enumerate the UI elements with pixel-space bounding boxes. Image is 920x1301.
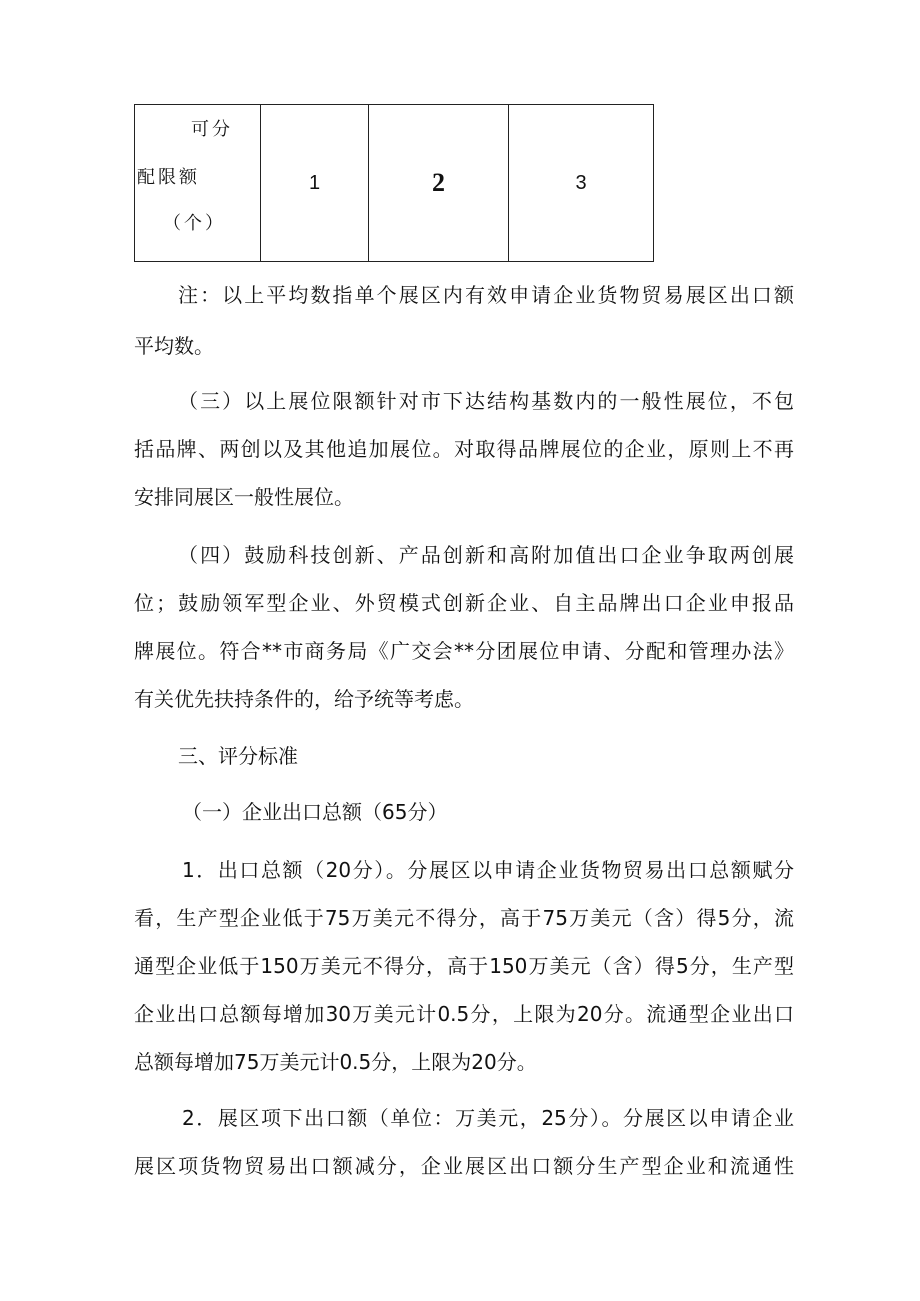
text-line: 总额每增加75万美元计0.5分，上限为20分。 <box>134 1050 537 1074</box>
table-cell <box>369 105 509 262</box>
text-line: 注：以上平均数指单个展区内有效申请企业货物贸易展区出口额 <box>178 283 794 307</box>
table-row <box>135 105 654 262</box>
header-line: 配限额 <box>137 167 200 188</box>
section-heading: 三、评分标准 <box>178 744 298 768</box>
quota-table <box>134 104 654 262</box>
quota-value: 2 <box>432 168 445 197</box>
text-line: 看，生产型企业低于75万美元不得分，高于75万美元（含）得5分，流 <box>134 906 794 930</box>
text-line: 2．展区项下出口额（单位：万美元，25分）。分展区以申请企业 <box>182 1106 794 1130</box>
subsection-heading: （一）企业出口总额（65分） <box>182 800 448 824</box>
text-line: 括品牌、两创以及其他追加展位。对取得品牌展位的企业，原则上不再 <box>134 437 794 461</box>
table-cell <box>261 105 369 262</box>
table-header-cell <box>135 105 261 262</box>
quota-value: 1 <box>308 171 321 194</box>
text-line: （三）以上展位限额针对市下达结构基数内的一般性展位，不包 <box>178 389 794 413</box>
table-cell <box>509 105 654 262</box>
text-line: 企业出口总额每增加30万美元计0.5分，上限为20分。流通型企业出口 <box>134 1002 794 1026</box>
text-line: 通型企业低于150万美元不得分，高于150万美元（含）得5分，生产型 <box>134 954 794 978</box>
text-line: 有关优先扶持条件的，给予统等考虑。 <box>134 687 474 711</box>
text-line: 牌展位。符合**市商务局《广交会**分团展位申请、分配和管理办法》 <box>134 639 794 663</box>
text-line: 位；鼓励领军型企业、外贸模式创新企业、自主品牌出口企业申报品 <box>134 591 794 615</box>
text-line: 安排同展区一般性展位。 <box>134 485 354 509</box>
text-line: 1．出口总额（20分）。分展区以申请企业货物贸易出口总额赋分 <box>182 858 794 882</box>
quota-value: 3 <box>575 171 587 194</box>
header-line: 可分 <box>191 119 233 140</box>
header-line: （个） <box>163 213 226 234</box>
text-line: 平均数。 <box>134 334 214 358</box>
text-line: 展区项货物贸易出口额减分，企业展区出口额分生产型企业和流通性 <box>134 1154 794 1178</box>
text-line: （四）鼓励科技创新、产品创新和高附加值出口企业争取两创展 <box>178 543 794 567</box>
